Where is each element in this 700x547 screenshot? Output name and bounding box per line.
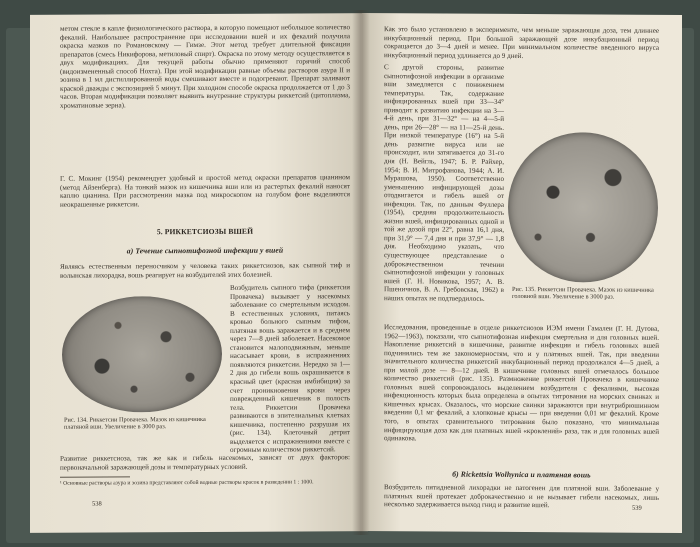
- book-gutter: [352, 10, 370, 535]
- right-page: [362, 13, 682, 533]
- page-number-right: 539: [632, 504, 642, 512]
- right-side-paragraph: С другой стороны, развитие сыпнотифозной инфекции в организме вши замедляется с понижением температуры. Так, содержание инфицированных вшей при 33—34° приводит к развитию инфекции на 3—4-й день, при 31—32° — на 4—5-й день, при 26—28° — на 11—25-й день. При низкой температуре (16°) на 5-й день развитие вируса или не происходит, или затягивается до 31-го дня (Н. Вейгль, 1947; Б. Р. Райхер, 1954; В. И. Митрофанова, 1944; А. И. Мурашова, 1950). Соответственно уменьшению инфицирующей дозы отодвигается и гибель вшей от инфекции. Так, по данным Фуллера (1954), средняя продолжительность жизни вшей, инфицированных одной и той же дозой при 22°, равна 16,1 дня, при 31,9° — 7,4 дня и при 37,9° — 1,8 дня. Необходимо указать, что существующее представление о доброкачественном течении сыпнотифозной инфекции у головных вшей (Г. Н. Новикова, 1957; А. В. Пшеничнов, В. А. Гребовская, 1962) в наших опытах не подтвердилось.: [384, 63, 504, 303]
- left-intro-paragraph: Являясь естественным переносчиком у человека таких риккетсиозов, как сыпной тиф и волынская лихорадка, вошь реагирует на возбудителей этих болезней.: [60, 261, 350, 280]
- figure-caption-134: Рис. 134. Риккетсии Провачека. Мазок из кишечника платяной вши. Увеличение в 3000 раз.: [64, 415, 206, 432]
- micrograph-figure-135: [508, 132, 658, 283]
- page-number-left: 538: [92, 500, 102, 508]
- right-last-paragraph: Возбудитель пятидневной лихорадки не патогенен для платяной вши. Заболевание у платяных вшей протекает доброкачественно и не вызывает гибели насекомых, лишь несколько задерживается выход гнид и развитие вшей.: [384, 483, 659, 510]
- left-side-paragraph: Возбудитель сыпного тифа (риккетсия Провачека) вызывает у насекомых заболевание со смертельным исходом. В естественных условиях, питаясь кровью больного сыпным тифом, платяная вошь заражается и в среднем через 7—8 дней заболевает. Насекомое становится малоподвижным, меньше насасывает крови, в испражнениях появляются риккетсии. Нередко за 1—2 дня до гибели вошь окрашивается в красный цвет (красная имбибиция) за счет проникновения крови через поврежденный кишечник в полость тела. Риккетсии Провачека развиваются в эпителиальных клетках кишечника, постепенно разрушая их (рис. 134). Клеточный детрит выделяется с испражнениями вместе с огромным количеством риккетсий.: [230, 283, 350, 455]
- left-top-paragraph: метом стекле в капле физиологического раствора, в которую помещают небольшое количество фекалий. Наибольшее распространение при исследовании вшей и их фекалий получила окраска мазков по Романовскому — Гимзе. Этот метод требует длительной фиксации препаратов (смесь Никифорова, метиловый спирт). Окраска по этому методу осуществляется в двух модификациях. Для текущей работы обычно применяют горячий способ (видоизмененный способ Нохта). При этой модификации равные объемы растворов азура II и эозина в 1 мл дистиллированной воды смешивают вместе и подогревают. Препарат заливают краской дважды с экспозицией 5 минут. При холодном способе окраска продолжается от 1 до 3 часов. Вторая модификация позволяет выявить внутренние структуры риккетсий (цитоплазма, хроматиновые зерна).: [60, 23, 350, 110]
- right-main-paragraph: Исследования, проведенные в отделе риккетсиозов ИЭМ имени Гамалеи (Г. Н. Дутова, 1962—1963), показали, что сыпнотифозная инфекция смертельна и для головных вшей. Накопление риккетсий в кишечнике, развитие инфекции и гибель головных вшей подчинялись тем же закономерностям, что и у платяных вшей. Так, при введении значительного количества риккетсий инкубационный период продолжался 4—5 дней, а при малой дозе — 8—12 дней. В кишечнике головных вшей отмечалось большое количество риккетсий (рис. 135). Размножение риккетсий Провачека в кишечнике головных вшей сопровождалось выделением возбудителя с фекалиями, высокая инфекционность которых была определена в опытах титрования на морских свинках и кишечных крысах. Оказалось, что морские свинки заражаются при внутрибрюшинном введении 0,1 мг фекалий, а хлопковые крысы — при введении 0,01 мг фекалий. Кроме того, в опытах сравнительного титрования было показано, что минимальная инфицирующая доза как для платяных вшей «кровлений» раза, так и для головных вшей одинакова.: [384, 323, 659, 443]
- right-subheading: б) Rickettsia Wolhynica и платяная вошь: [452, 469, 591, 480]
- left-second-paragraph: Г. С. Мокинг (1954) рекомендует удобный и простой метод окраски препаратов цианином (метод Айзенберга). На тонкий мазок из кишечника вши или из растертых фекалий наносят каплю цианина. При рассмотрении мазка под микроскопом на голубом фоне выделяются неокрашенные риккетсии.: [60, 173, 350, 209]
- footnote-rule: [60, 476, 130, 477]
- figure-caption-135: Рис. 135. Риккетсии Провачека. Мазок из кишечника головной вши. Увеличение в 3000 раз.: [512, 285, 654, 301]
- left-bottom-paragraph: Развитие риккетсиоза, так же как и гибель насекомых, зависят от двух факторов: первоначальной заражающей дозы и температурных условий.: [60, 453, 350, 472]
- right-top-paragraph: Как это было установлено в эксперименте, чем меньше заражающая доза, тем длиннее инкубационный период. При большой заражающей дозе инкубационный период сокращается до 3—4 дней и менее. При минимальном количестве введенного вируса инкубационный период удлиняется до 9 дней.: [384, 25, 659, 60]
- left-page: [30, 13, 368, 533]
- section-heading: 5. РИККЕТСИОЗЫ ВШЕЙ: [156, 226, 254, 237]
- left-subheading: а) Течение сыпнотифозной инфекции у вшей: [126, 245, 284, 256]
- micrograph-figure-134: [62, 296, 222, 413]
- footnote: ¹ Основные растворы азура и эозина представляют собой водные растворы красок в разведении 1 : 1000.: [60, 479, 314, 487]
